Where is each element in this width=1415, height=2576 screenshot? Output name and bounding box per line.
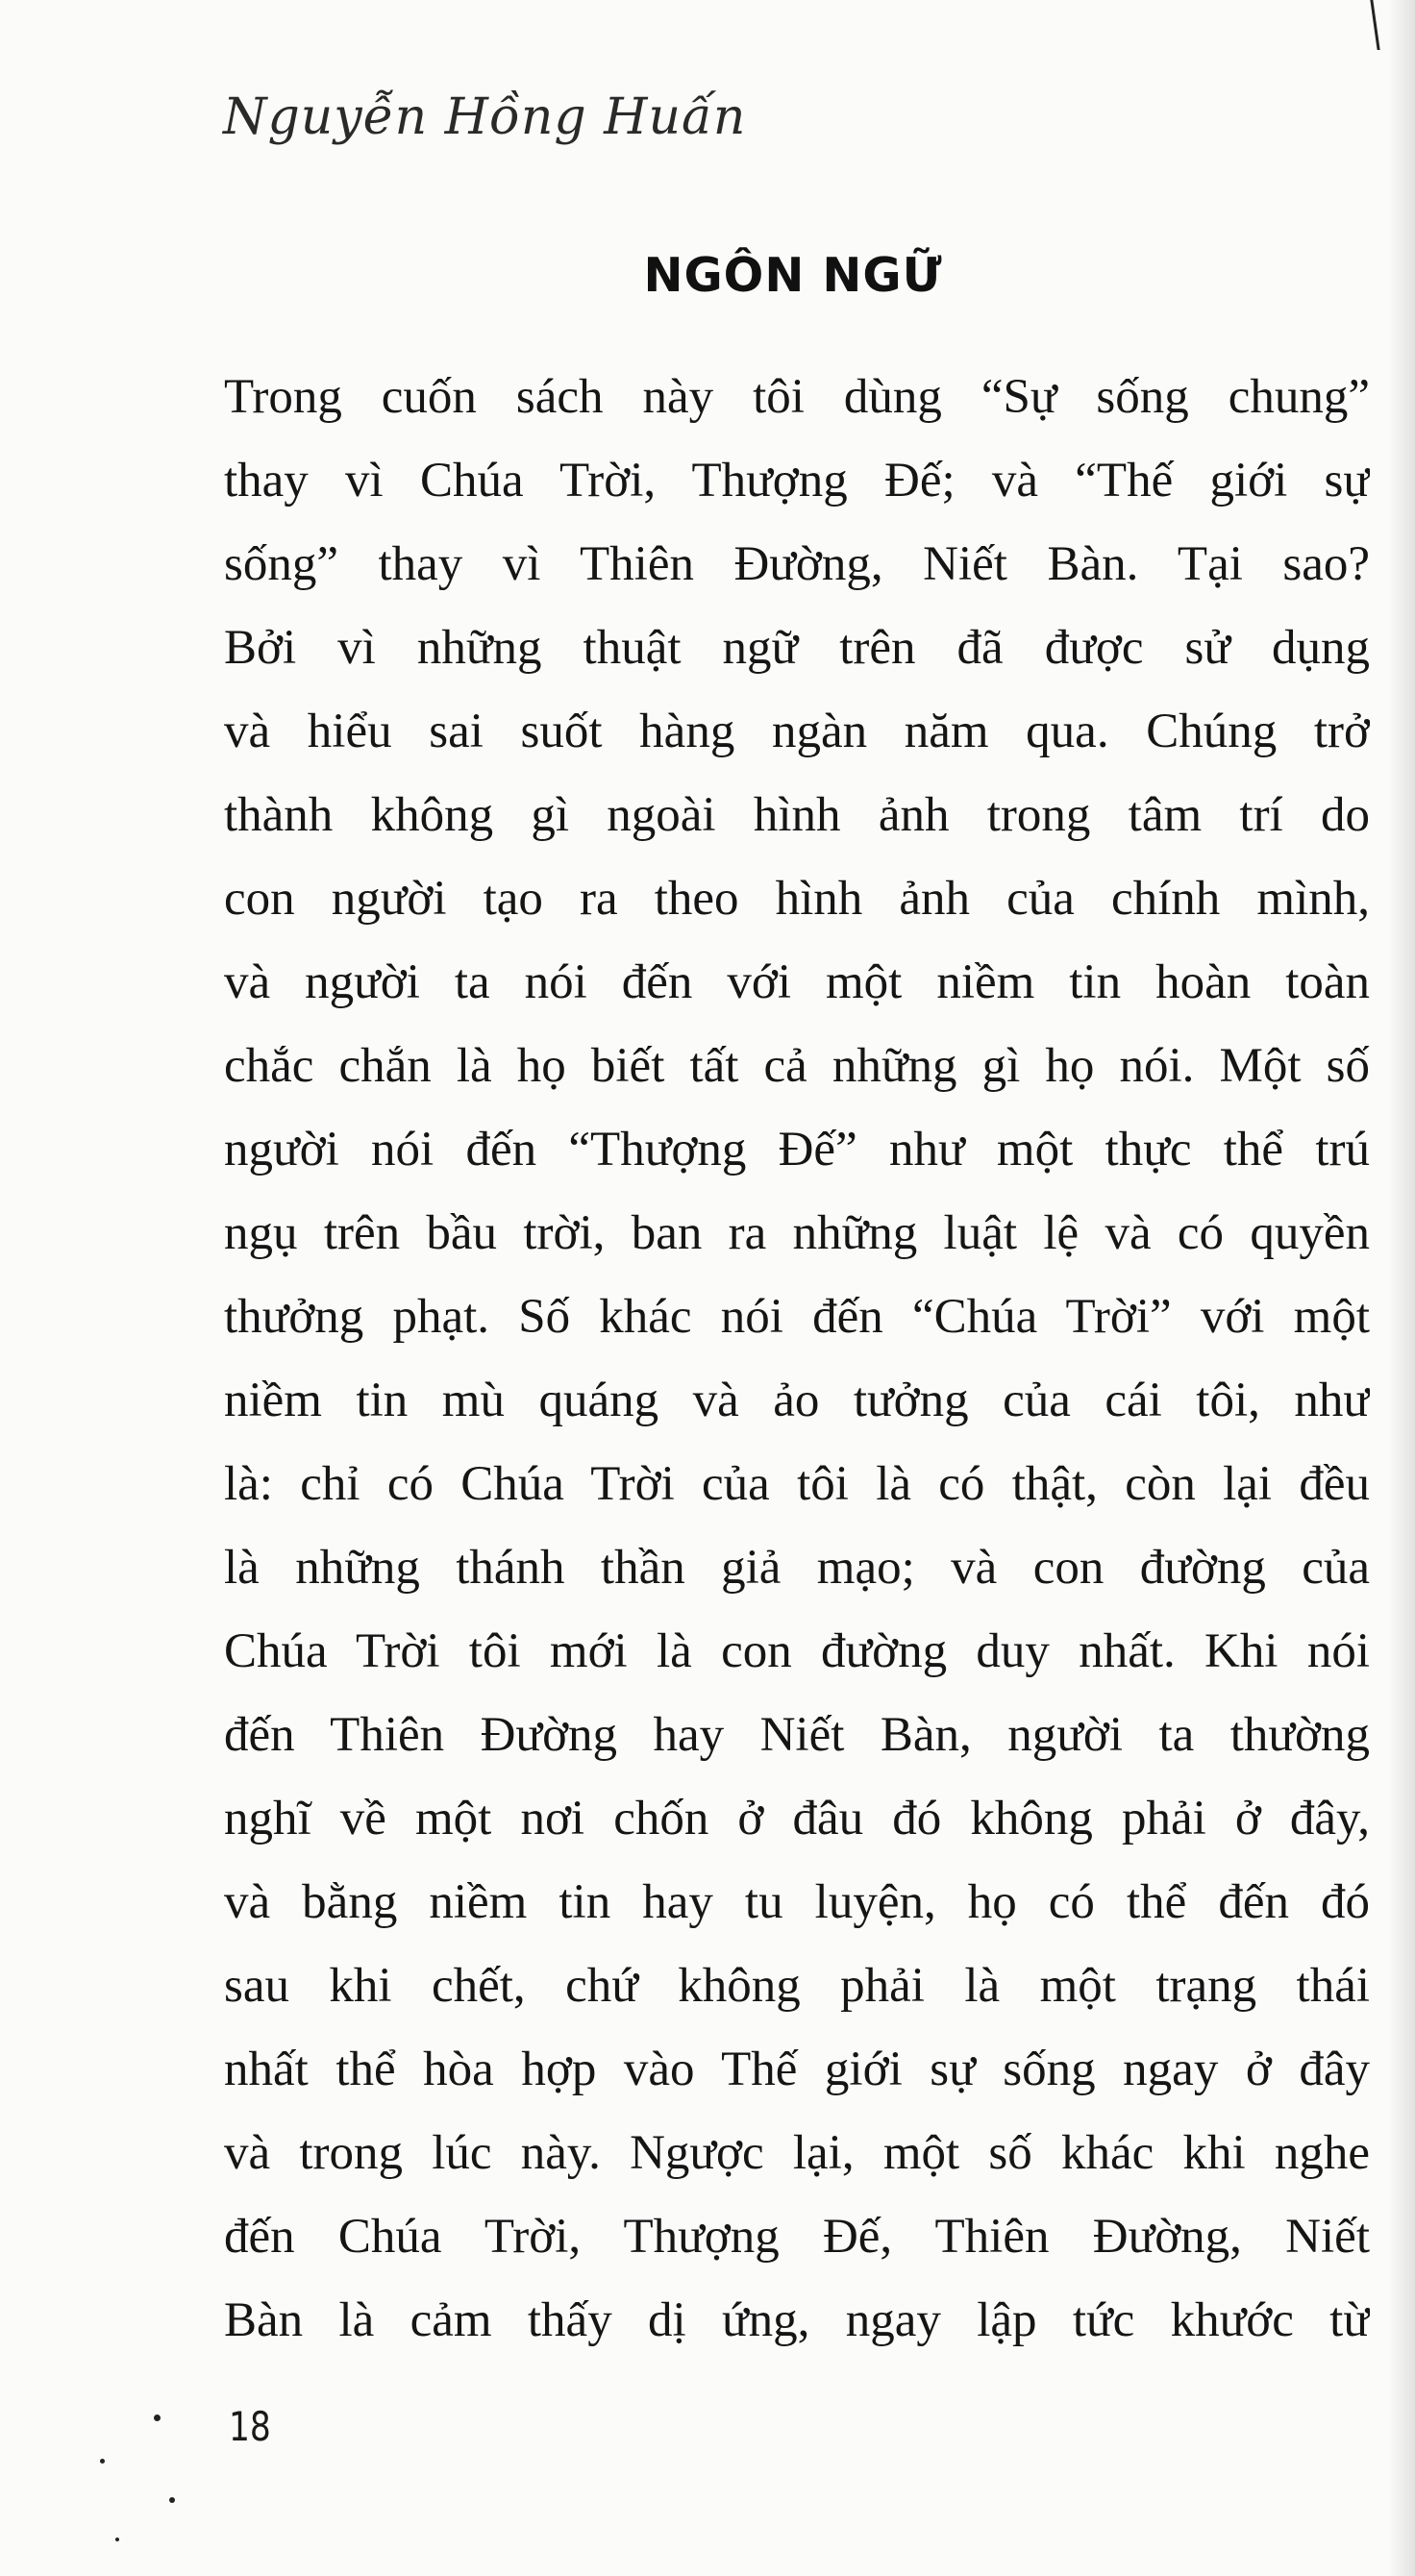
text-line: chắc chắn là họ biết tất cả những gì họ nói. Một số [224, 1039, 1370, 1093]
dust-speck [169, 2497, 175, 2503]
text-line: Bởi vì những thuật ngữ trên đã được sử dụng [224, 621, 1370, 675]
text-line: là những thánh thần giả mạo; và con đường của [224, 1541, 1370, 1595]
text-line: thành không gì ngoài hình ảnh trong tâm trí do [224, 788, 1370, 842]
text-line: đến Chúa Trời, Thượng Đế, Thiên Đường, Niết [224, 2210, 1370, 2264]
text-line: thay vì Chúa Trời, Thượng Đế; và “Thế giới sự [224, 454, 1370, 508]
text-line: và trong lúc này. Ngược lại, một số khác khi nghe [224, 2126, 1370, 2180]
text-line: nhất thể hòa hợp vào Thế giới sự sống ngay ở đây [224, 2043, 1370, 2096]
text-line: ngụ trên bầu trời, ban ra những luật lệ và có quyền [224, 1206, 1370, 1260]
text-line: Bàn là cảm thấy dị ứng, ngay lập tức khước từ [224, 2293, 1370, 2347]
text-line: và bằng niềm tin hay tu luyện, họ có thể đến đó [224, 1875, 1370, 1929]
text-line: Chúa Trời tôi mới là con đường duy nhất. Khi nói [224, 1624, 1370, 1678]
text-line: con người tạo ra theo hình ảnh của chính mình, [224, 872, 1370, 926]
text-line: đến Thiên Đường hay Niết Bàn, người ta thường [224, 1708, 1370, 1762]
page-number: 18 [229, 2403, 271, 2450]
text-line: nghĩ về một nơi chốn ở đâu đó không phải ở đây, [224, 1792, 1370, 1845]
text-line: thưởng phạt. Số khác nói đến “Chúa Trời” với một [224, 1290, 1370, 1344]
text-line: và người ta nói đến với một niềm tin hoàn toàn [224, 955, 1370, 1009]
text-line: là: chỉ có Chúa Trời của tôi là có thật, còn lại đều [224, 1457, 1370, 1511]
corner-crease-mark [1353, 0, 1379, 50]
dust-speck [100, 2459, 105, 2464]
chapter-title: NGÔN NGỮ [643, 248, 943, 303]
text-line: sau khi chết, chứ không phải là một trạng thái [224, 1959, 1370, 2013]
text-line: niềm tin mù quáng và ảo tưởng của cái tôi, như [224, 1374, 1370, 1427]
dust-speck [115, 2538, 119, 2541]
text-line: người nói đến “Thượng Đế” như một thực thể trú [224, 1123, 1370, 1177]
page-edge-shadow [1388, 0, 1415, 2576]
dust-speck [154, 2415, 161, 2421]
text-line: sống” thay vì Thiên Đường, Niết Bàn. Tại sao? [224, 537, 1370, 591]
running-head-author: Nguyễn Hồng Huấn [223, 88, 747, 146]
text-line: và hiểu sai suốt hàng ngàn năm qua. Chúng trở [224, 705, 1370, 758]
text-line: Trong cuốn sách này tôi dùng “Sự sống chung” [224, 370, 1370, 424]
body-paragraph [224, 356, 1370, 2363]
